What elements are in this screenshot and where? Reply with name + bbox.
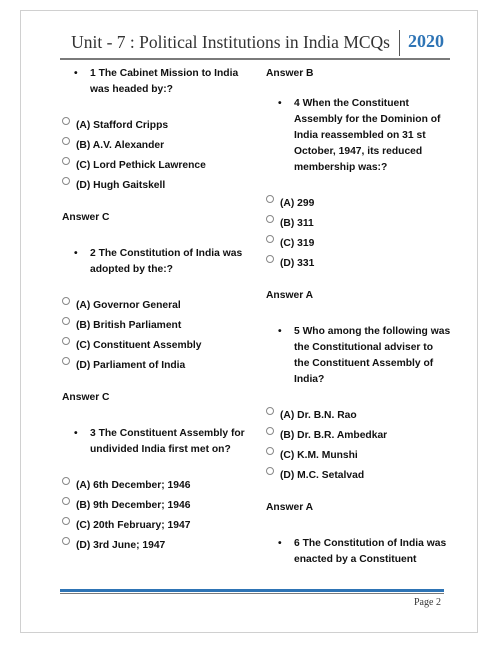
option-label: (A) 6th December; 1946 bbox=[76, 480, 191, 491]
option-label: (B) A.V. Alexander bbox=[76, 140, 165, 151]
left-column bbox=[62, 60, 247, 556]
radio-icon[interactable] bbox=[62, 157, 70, 165]
option-label: (D) 3rd June; 1947 bbox=[76, 540, 166, 551]
option-label: (B) British Parliament bbox=[76, 320, 182, 331]
option-b[interactable] bbox=[62, 316, 247, 336]
footer-rule bbox=[60, 589, 444, 592]
option-d[interactable] bbox=[62, 536, 247, 556]
option-b[interactable] bbox=[62, 136, 247, 156]
option-c[interactable] bbox=[266, 446, 451, 466]
option-label: (C) Lord Pethick Lawrence bbox=[76, 160, 206, 171]
option-a[interactable] bbox=[266, 406, 451, 426]
option-label: (A) Governor General bbox=[76, 300, 181, 311]
option-label: (C) 20th February; 1947 bbox=[76, 520, 191, 531]
answer-label: Answer A bbox=[266, 290, 314, 301]
radio-icon[interactable] bbox=[62, 497, 70, 505]
question-text: 5 Who among the following was the Constitutional adviser to the Constituent Assembly of India? bbox=[294, 326, 451, 385]
option-label: (A) 299 bbox=[280, 198, 315, 209]
option-label: (C) K.M. Munshi bbox=[280, 450, 358, 461]
option-label: (C) Constituent Assembly bbox=[76, 340, 202, 351]
question-6 bbox=[266, 536, 451, 568]
question-3 bbox=[62, 426, 247, 458]
option-label: (D) M.C. Setalvad bbox=[280, 470, 365, 481]
option-label: (B) 311 bbox=[280, 218, 314, 229]
radio-icon[interactable] bbox=[62, 177, 70, 185]
answer-label: Answer A bbox=[266, 502, 314, 513]
option-b[interactable] bbox=[266, 426, 451, 446]
radio-icon[interactable] bbox=[62, 137, 70, 145]
option-a[interactable] bbox=[266, 194, 451, 214]
question-1 bbox=[62, 66, 247, 98]
document-year: 2020 bbox=[408, 31, 444, 51]
option-a[interactable] bbox=[62, 296, 247, 316]
bullet: • bbox=[74, 68, 78, 79]
option-b[interactable] bbox=[62, 496, 247, 516]
option-d[interactable] bbox=[266, 254, 451, 274]
right-column bbox=[266, 60, 451, 568]
question-2 bbox=[62, 246, 247, 278]
radio-icon[interactable] bbox=[62, 297, 70, 305]
question-4 bbox=[266, 96, 451, 176]
option-label: (B) Dr. B.R. Ambedkar bbox=[280, 430, 388, 441]
options-list bbox=[266, 194, 451, 274]
page-header bbox=[60, 26, 450, 60]
question-text: 4 When the Constituent Assembly for the Dominion of India reassembled on 31 st October, 1947, its reduced membership was:? bbox=[294, 98, 441, 173]
question-text: 3 The Constituent Assembly for undivided India first met on? bbox=[90, 428, 245, 455]
bullet: • bbox=[74, 248, 78, 259]
radio-icon[interactable] bbox=[62, 317, 70, 325]
radio-icon[interactable] bbox=[266, 407, 274, 415]
option-d[interactable] bbox=[62, 176, 247, 196]
option-label: (C) 319 bbox=[280, 238, 315, 249]
question-5 bbox=[266, 324, 451, 388]
option-label: (B) 9th December; 1946 bbox=[76, 500, 191, 511]
answer-label: Answer B bbox=[266, 68, 314, 79]
option-d[interactable] bbox=[266, 466, 451, 486]
option-label: (D) Parliament of India bbox=[76, 360, 186, 371]
bullet: • bbox=[278, 326, 282, 337]
radio-icon[interactable] bbox=[266, 427, 274, 435]
option-a[interactable] bbox=[62, 476, 247, 496]
radio-icon[interactable] bbox=[62, 357, 70, 365]
bullet: • bbox=[278, 98, 282, 109]
option-d[interactable] bbox=[62, 356, 247, 376]
options-list bbox=[266, 406, 451, 486]
radio-icon[interactable] bbox=[62, 477, 70, 485]
answer-label: Answer C bbox=[62, 212, 110, 223]
option-c[interactable] bbox=[62, 516, 247, 536]
option-label: (D) Hugh Gaitskell bbox=[76, 180, 166, 191]
option-a[interactable] bbox=[62, 116, 247, 136]
question-text: 2 The Constitution of India was adopted by the:? bbox=[90, 248, 243, 275]
radio-icon[interactable] bbox=[266, 235, 274, 243]
option-c[interactable] bbox=[266, 234, 451, 254]
answer-label: Answer C bbox=[62, 392, 110, 403]
option-c[interactable] bbox=[62, 156, 247, 176]
radio-icon[interactable] bbox=[62, 517, 70, 525]
radio-icon[interactable] bbox=[62, 537, 70, 545]
option-b[interactable] bbox=[266, 214, 451, 234]
options-list bbox=[62, 296, 247, 376]
options-list bbox=[62, 476, 247, 556]
radio-icon[interactable] bbox=[266, 195, 274, 203]
option-label: (D) 331 bbox=[280, 258, 315, 269]
options-list bbox=[62, 116, 247, 196]
option-c[interactable] bbox=[62, 336, 247, 356]
document-title: Unit - 7 : Political Institutions in India MCQs bbox=[71, 32, 390, 52]
question-text: 6 The Constitution of India was enacted by a Constituent bbox=[294, 538, 447, 565]
option-label: (A) Stafford Cripps bbox=[76, 120, 169, 131]
page-number: Page 2 bbox=[414, 597, 441, 608]
radio-icon[interactable] bbox=[266, 467, 274, 475]
radio-icon[interactable] bbox=[266, 447, 274, 455]
footer-rule-thin bbox=[60, 593, 444, 594]
header-separator bbox=[399, 30, 400, 56]
bullet: • bbox=[74, 428, 78, 439]
option-label: (A) Dr. B.N. Rao bbox=[280, 410, 357, 421]
radio-icon[interactable] bbox=[266, 255, 274, 263]
radio-icon[interactable] bbox=[62, 117, 70, 125]
question-text: 1 The Cabinet Mission to India was headed by:? bbox=[90, 68, 239, 95]
radio-icon[interactable] bbox=[62, 337, 70, 345]
bullet: • bbox=[278, 538, 282, 549]
radio-icon[interactable] bbox=[266, 215, 274, 223]
